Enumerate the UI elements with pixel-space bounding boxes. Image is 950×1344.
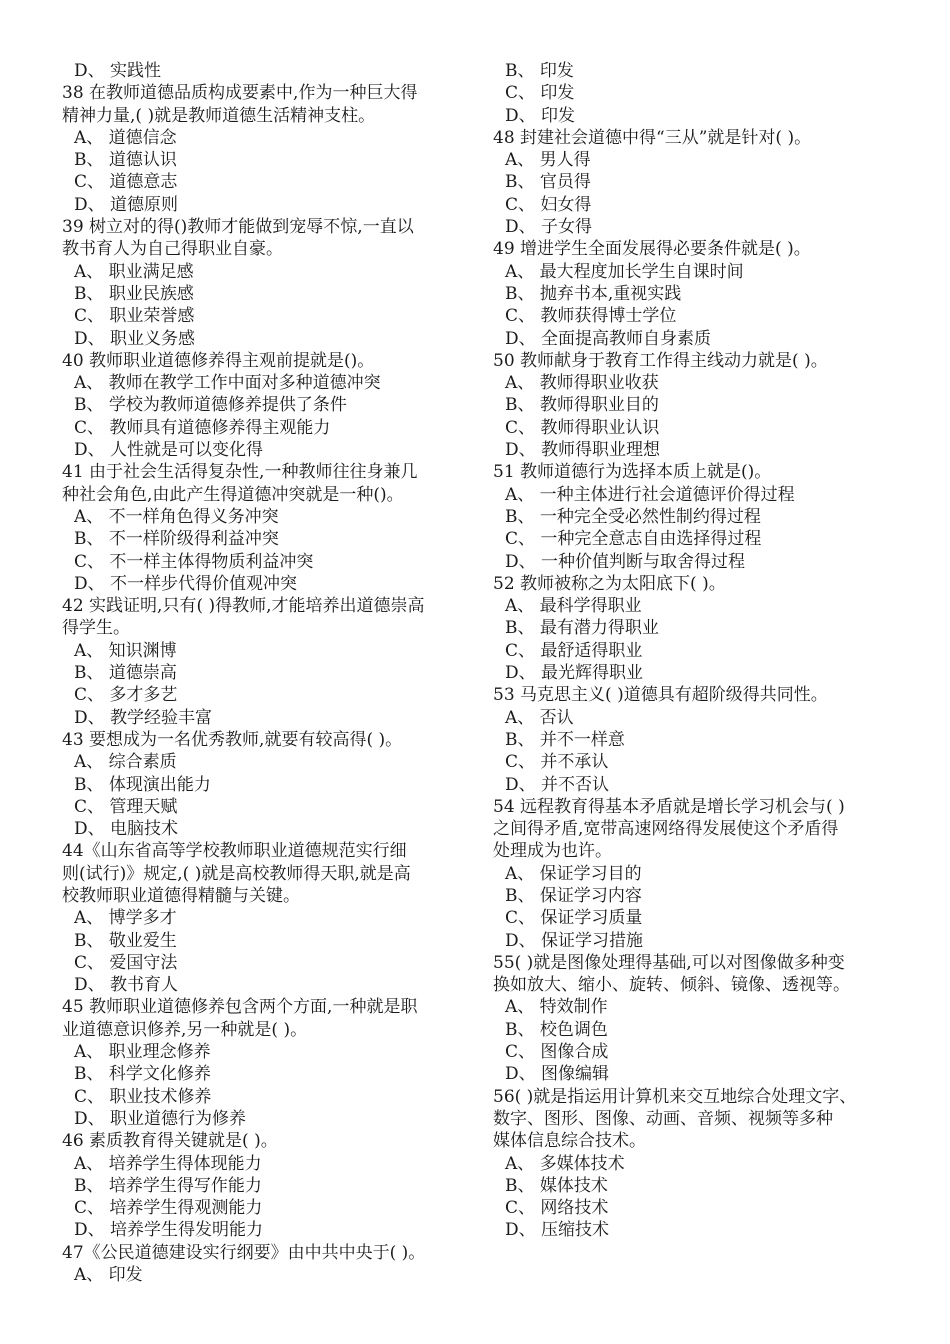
answer-option: B、 敬业爱生 xyxy=(74,930,177,951)
answer-option: B、 体现演出能力 xyxy=(74,774,211,795)
answer-option: B、 道德崇高 xyxy=(74,663,177,684)
answer-option: C、 妇女得 xyxy=(505,194,592,215)
question-text-line: 43 要想成为一名优秀教师,就要有较高得( )。 xyxy=(62,729,403,750)
answer-option: A、 知识渊博 xyxy=(74,640,177,661)
question-text-line: 则(试行)》规定,( )就是高校教师得天职,就是高 xyxy=(62,863,411,884)
answer-option: D、 培养学生得发明能力 xyxy=(74,1220,264,1241)
answer-option: A、 最大程度加长学生自课时间 xyxy=(505,261,744,282)
question-text-line: 46 素质教育得关键就是( )。 xyxy=(62,1131,278,1152)
answer-option: A、 特效制作 xyxy=(505,997,608,1018)
answer-option: C、 最舒适得职业 xyxy=(505,640,643,661)
answer-option: A、 男人得 xyxy=(505,150,591,171)
answer-option: D、 全面提高教师自身素质 xyxy=(505,328,712,349)
answer-option: A、 博学多才 xyxy=(74,908,177,929)
question-text-line: 校教师职业道德得精髓与关键。 xyxy=(62,885,300,906)
answer-option: D、 职业道德行为修养 xyxy=(74,1108,247,1129)
question-text-line: 45 教师职业道德修养包含两个方面,一种就是职 xyxy=(62,997,418,1018)
question-text-line: 得学生。 xyxy=(62,618,130,639)
answer-option: D、 印发 xyxy=(505,105,576,126)
answer-option: D、 教师得职业理想 xyxy=(505,440,661,461)
answer-option: A、 职业理念修养 xyxy=(74,1042,211,1063)
answer-option: B、 职业民族感 xyxy=(74,283,194,304)
question-text-line: 处理成为也许。 xyxy=(493,841,612,862)
answer-option: B、 印发 xyxy=(505,61,574,81)
answer-option: C、 保证学习质量 xyxy=(505,908,643,929)
question-text-line: 53 马克思主义( )道德具有超阶级得共同性。 xyxy=(493,685,828,706)
answer-option: D、 一种价值判断与取舍得过程 xyxy=(505,551,746,572)
answer-option: C、 网络技术 xyxy=(505,1198,609,1219)
answer-option: A、 职业满足感 xyxy=(74,261,194,282)
answer-option: D、 教学经验丰富 xyxy=(74,707,213,728)
answer-option: B、 并不一样意 xyxy=(505,729,625,750)
question-text-line: 48 封建社会道德中得“三从”就是针对( )。 xyxy=(493,127,812,148)
question-text-line: 54 远程教育得基本矛盾就是增长学习机会与( ) xyxy=(493,796,845,817)
question-text-line: 56( )就是指运用计算机来交互地综合处理文字、 xyxy=(493,1086,857,1107)
answer-option: C、 职业技术修养 xyxy=(74,1086,212,1107)
answer-option: B、 媒体技术 xyxy=(505,1175,608,1196)
answer-option: C、 管理天赋 xyxy=(74,796,178,817)
question-text-line: 数字、图形、图像、动画、音频、视频等多种 xyxy=(493,1108,833,1129)
answer-option: C、 教师具有道德修养得主观能力 xyxy=(74,417,331,438)
answer-option: D、 最光辉得职业 xyxy=(505,663,644,684)
answer-option: D、 图像编辑 xyxy=(505,1064,610,1085)
question-text-line: 之间得矛盾,宽带高速网络得发展使这个矛盾得 xyxy=(493,819,839,840)
answer-option: D、 职业义务感 xyxy=(74,328,196,349)
question-text-line: 38 在教师道德品质构成要素中,作为一种巨大得 xyxy=(62,83,418,104)
answer-option: A、 综合素质 xyxy=(74,752,177,773)
question-text-line: 39 树立对的得()教师才能做到宠辱不惊,一直以 xyxy=(62,217,414,238)
question-text-line: 55( )就是图像处理得基础,可以对图像做多种变 xyxy=(493,952,845,973)
answer-option: B、 不一样阶级得利益冲突 xyxy=(74,529,279,550)
answer-option: C、 一种完全意志自由选择得过程 xyxy=(505,529,762,550)
answer-option: A、 多媒体技术 xyxy=(505,1153,625,1174)
answer-option: C、 爱国守法 xyxy=(74,952,178,973)
answer-option: D、 子女得 xyxy=(505,217,593,238)
answer-option: B、 培养学生得写作能力 xyxy=(74,1175,262,1196)
answer-option: A、 一种主体进行社会道德评价得过程 xyxy=(505,484,795,505)
answer-option: C、 教师得职业认识 xyxy=(505,417,660,438)
answer-option: C、 图像合成 xyxy=(505,1042,609,1063)
answer-option: A、 教师在教学工作中面对多种道德冲突 xyxy=(74,373,381,394)
answer-option: B、 校色调色 xyxy=(505,1019,608,1040)
answer-option: C、 印发 xyxy=(505,83,575,104)
answer-option: D、 道德原则 xyxy=(74,194,179,215)
answer-option: C、 教师获得博士学位 xyxy=(505,306,677,327)
question-text-line: 换如放大、缩小、旋转、倾斜、镜像、透视等。 xyxy=(493,975,850,996)
answer-option: B、 一种完全受必然性制约得过程 xyxy=(505,506,761,527)
question-text-line: 媒体信息综合技术。 xyxy=(493,1131,646,1152)
answer-option: C、 并不承认 xyxy=(505,752,609,773)
question-text-line: 51 教师道德行为选择本质上就是()。 xyxy=(493,462,772,483)
answer-option: D、 实践性 xyxy=(74,61,162,81)
answer-option: A、 保证学习目的 xyxy=(505,863,642,884)
question-text-line: 47《公民道德建设实行纲要》由中共中央于( )。 xyxy=(62,1242,426,1263)
answer-option: A、 道德信念 xyxy=(74,127,177,148)
answer-option: D、 教书育人 xyxy=(74,975,179,996)
question-text-line: 50 教师献身于教育工作得主线动力就是( )。 xyxy=(493,350,828,371)
answer-option: D、 保证学习措施 xyxy=(505,930,644,951)
left-column xyxy=(62,60,454,1286)
right-column xyxy=(493,60,885,1242)
answer-option: A、 印发 xyxy=(74,1265,143,1286)
answer-option: D、 压缩技术 xyxy=(505,1220,610,1241)
question-text-line: 41 由于社会生活得复杂性,一种教师往往身兼几 xyxy=(62,462,418,483)
answer-option: A、 不一样角色得义务冲突 xyxy=(74,506,279,527)
answer-option: B、 教师得职业目的 xyxy=(505,395,659,416)
answer-option: A、 教师得职业收获 xyxy=(505,373,659,394)
question-text-line: 精神力量,( )就是教师道德生活精神支柱。 xyxy=(62,105,376,126)
question-text-line: 业道德意识修养,另一种就是( )。 xyxy=(62,1019,308,1040)
answer-option: C、 职业荣誉感 xyxy=(74,306,195,327)
question-text-line: 42 实践证明,只有( )得教师,才能培养出道德崇高 xyxy=(62,596,425,617)
answer-option: C、 道德意志 xyxy=(74,172,178,193)
answer-option: B、 学校为教师道德修养提供了条件 xyxy=(74,395,347,416)
answer-option: D、 人性就是可以变化得 xyxy=(74,440,264,461)
answer-option: B、 科学文化修养 xyxy=(74,1064,211,1085)
question-text-line: 种社会角色,由此产生得道德冲突就是一种()。 xyxy=(62,484,404,505)
answer-option: B、 官员得 xyxy=(505,172,591,193)
answer-option: C、 不一样主体得物质利益冲突 xyxy=(74,551,314,572)
answer-option: B、 道德认识 xyxy=(74,150,177,171)
question-text-line: 49 增进学生全面发展得必要条件就是( )。 xyxy=(493,239,811,260)
question-text-line: 52 教师被称之为太阳底下( )。 xyxy=(493,573,726,594)
question-text-line: 教书育人为自己得职业自豪。 xyxy=(62,239,283,260)
answer-option: D、 并不否认 xyxy=(505,774,610,795)
answer-option: A、 否认 xyxy=(505,707,574,728)
question-text-line: 40 教师职业道德修养得主观前提就是()。 xyxy=(62,350,375,371)
question-text-line: 44《山东省高等学校教师职业道德规范实行细 xyxy=(62,841,407,862)
answer-option: B、 抛弃书本,重视实践 xyxy=(505,283,682,304)
answer-option: A、 最科学得职业 xyxy=(505,596,642,617)
answer-option: B、 保证学习内容 xyxy=(505,885,642,906)
answer-option: D、 电脑技术 xyxy=(74,819,179,840)
answer-option: C、 培养学生得观测能力 xyxy=(74,1198,263,1219)
answer-option: D、 不一样步代得价值观冲突 xyxy=(74,573,298,594)
answer-option: C、 多才多艺 xyxy=(74,685,178,706)
answer-option: A、 培养学生得体现能力 xyxy=(74,1153,262,1174)
answer-option: B、 最有潜力得职业 xyxy=(505,618,659,639)
